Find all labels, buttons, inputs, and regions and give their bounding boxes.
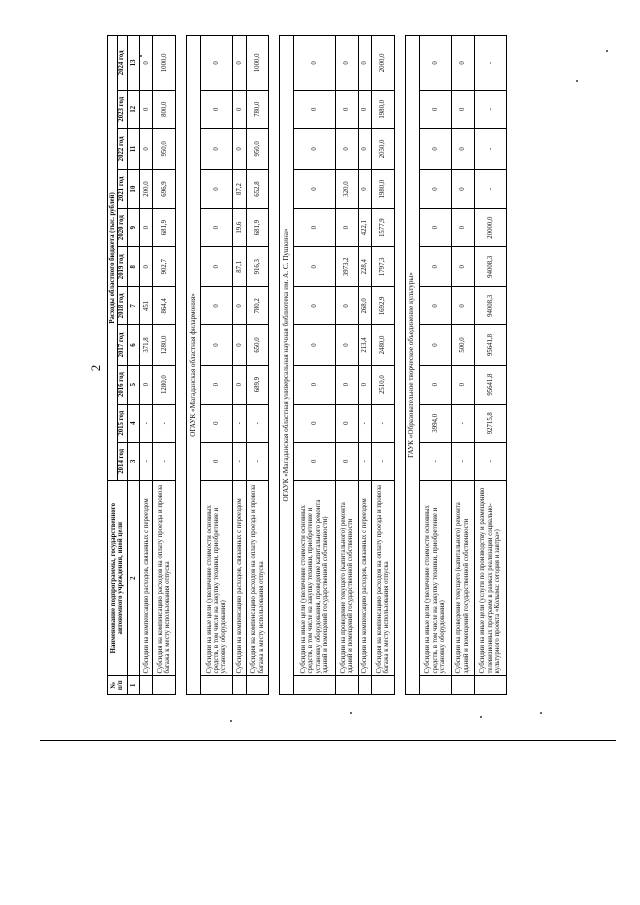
value-cell: 2030,0 — [372, 128, 395, 169]
value-cell: 0 — [233, 325, 246, 365]
value-cell: 902,7 — [153, 247, 176, 287]
value-cell: 0 — [419, 169, 451, 208]
row-number — [140, 676, 153, 695]
value-cell: 0 — [451, 90, 474, 128]
value-cell: - — [474, 442, 506, 480]
section-gap — [394, 36, 405, 695]
value-cell: 1000,0 — [246, 36, 269, 91]
value-cell: 0 — [201, 365, 233, 404]
value-cell: 780,0 — [246, 90, 269, 128]
row-name: Субсидии на иные цели (увеличение стоимости основных средств, в том числе на закупку техники, приобретение и установку оборудования) — [201, 480, 233, 676]
value-cell: 0 — [201, 36, 233, 91]
table-row — [233, 36, 246, 695]
header-group-title: Расходы областного бюджета (тыс. рублей) — [108, 36, 118, 481]
section-title: ГАУК «Образовательное творческое объединение культуры» — [405, 36, 419, 695]
section-title: ОГАУК «Магаданская областная универсальная научная библиотека им. А. С. Пушкина» — [280, 36, 294, 695]
value-cell: 0 — [358, 365, 371, 404]
row-number — [474, 676, 506, 695]
value-cell: 800,0 — [153, 90, 176, 128]
section-title: ОГАУК «Магаданская областная филармония» — [187, 36, 201, 695]
value-cell: 0 — [419, 287, 451, 325]
table-row — [358, 36, 371, 695]
index-cell: 13 — [128, 36, 140, 91]
table-row — [201, 36, 233, 695]
row-name: Субсидия на компенсацию расходов на оплату проезда и провоза багажа к месту использования отпуска — [372, 480, 395, 676]
value-cell: 1980,0 — [372, 90, 395, 128]
value-cell: 0 — [294, 36, 336, 91]
header-year-0: 2014 год — [118, 442, 128, 480]
value-cell: 950,0 — [153, 128, 176, 169]
gap-cell — [176, 36, 187, 695]
row-number — [233, 676, 246, 695]
value-cell: 0 — [140, 365, 153, 404]
value-cell: - — [474, 36, 506, 91]
value-cell: 87,2 — [233, 169, 246, 208]
table-body — [140, 36, 507, 695]
section-title-row — [405, 36, 419, 695]
value-cell: 0 — [201, 209, 233, 247]
row-name: Субсидия на компенсацию расходов на оплату проезда и провоза багажа к месту использования отпуска — [153, 480, 176, 676]
value-cell: 696,9 — [153, 169, 176, 208]
value-cell: 689,9 — [246, 365, 269, 404]
index-cell: 1 — [128, 676, 140, 695]
value-cell: 0 — [336, 442, 359, 480]
value-cell: 0 — [451, 365, 474, 404]
page-number: 2 — [88, 364, 103, 372]
value-cell: 0 — [451, 287, 474, 325]
value-cell: 0 — [140, 209, 153, 247]
value-cell: - — [474, 128, 506, 169]
gap-cell — [269, 36, 280, 695]
value-cell: 2000,0 — [372, 36, 395, 91]
index-cell: 3 — [128, 442, 140, 480]
value-cell: 95641,8 — [474, 365, 506, 404]
value-cell: 0 — [294, 287, 336, 325]
header-year-2: 2016 год — [118, 365, 128, 404]
section-gap — [269, 36, 280, 695]
value-cell: 0 — [358, 169, 371, 208]
header-year-6: 2020 год — [118, 209, 128, 247]
row-number — [336, 676, 359, 695]
value-cell: 0 — [233, 128, 246, 169]
header-num: № п/п — [108, 676, 128, 695]
value-cell: 0 — [419, 365, 451, 404]
value-cell: 451 — [140, 287, 153, 325]
row-name: Субсидии на компенсацию расходов, связанных с переездом — [233, 480, 246, 676]
header-year-4: 2018 год — [118, 287, 128, 325]
index-cell: 6 — [128, 325, 140, 365]
value-cell: 916,3 — [246, 247, 269, 287]
value-cell: 0 — [419, 128, 451, 169]
section-title-row — [187, 36, 201, 695]
value-cell: 681,9 — [153, 209, 176, 247]
row-number — [246, 676, 269, 695]
value-cell: 950,0 — [246, 128, 269, 169]
value-cell: - — [372, 442, 395, 480]
section-gap — [176, 36, 187, 695]
value-cell: - — [140, 404, 153, 442]
index-cell: 2 — [128, 480, 140, 676]
value-cell: - — [233, 404, 246, 442]
table-row — [451, 36, 474, 695]
index-cell: 11 — [128, 128, 140, 169]
value-cell: 0 — [451, 247, 474, 287]
index-cell: 7 — [128, 287, 140, 325]
value-cell: 0 — [294, 209, 336, 247]
value-cell: 0 — [233, 90, 246, 128]
value-cell: 780,2 — [246, 287, 269, 325]
value-cell: 0 — [294, 90, 336, 128]
row-name: Субсидии на иные цели (услуги по производству и размещению телевизионных программ в рамках реализации социально-культурного проекта «Колыма: сегодня и завтра») — [474, 480, 506, 676]
value-cell: 2510,0 — [372, 365, 395, 404]
value-cell: 1577,9 — [372, 209, 395, 247]
row-number — [372, 676, 395, 695]
row-name: Субсидии на иные цели (увеличение стоимости основных средств, в том числе на закупку техники, приобретение и установку оборудования, проведение капитального ремонта зданий и помещений государственной собственности) — [294, 480, 336, 676]
value-cell: - — [451, 404, 474, 442]
row-number — [153, 676, 176, 695]
value-cell: - — [358, 404, 371, 442]
value-cell: 2480,0 — [372, 325, 395, 365]
value-cell: 213,4 — [358, 325, 371, 365]
value-cell: 19,6 — [233, 209, 246, 247]
index-cell: 4 — [128, 404, 140, 442]
value-cell: 1980,0 — [372, 169, 395, 208]
value-cell: 0 — [201, 169, 233, 208]
row-number — [201, 676, 233, 695]
value-cell: 864,4 — [153, 287, 176, 325]
value-cell: 0 — [336, 404, 359, 442]
value-cell: 0 — [358, 128, 371, 169]
row-number — [358, 676, 371, 695]
value-cell: 0 — [201, 128, 233, 169]
value-cell: 0 — [451, 209, 474, 247]
table-row — [336, 36, 359, 695]
value-cell: - — [233, 442, 246, 480]
index-cell: 9 — [128, 209, 140, 247]
section-title-row — [280, 36, 294, 695]
value-cell: 200,0 — [140, 169, 153, 208]
value-cell: 0 — [201, 442, 233, 480]
value-cell: - — [451, 442, 474, 480]
row-number — [451, 676, 474, 695]
value-cell: 0 — [336, 90, 359, 128]
header-year-7: 2021 год — [118, 169, 128, 208]
value-cell: 20000,0 — [474, 209, 506, 247]
value-cell: 3994,0 — [419, 404, 451, 442]
index-cell: 8 — [128, 247, 140, 287]
budget-table — [107, 35, 507, 695]
value-cell: 0 — [140, 36, 153, 91]
row-name: Субсидии на проведение текущего (капитального) ремонта зданий и помещений государственной собственности — [336, 480, 359, 676]
value-cell: 0 — [451, 169, 474, 208]
row-name: Субсидии на компенсацию расходов, связанных с переездом — [358, 480, 371, 676]
value-cell: 0 — [233, 287, 246, 325]
bottom-rule — [40, 740, 616, 741]
value-cell: 1280,0 — [153, 325, 176, 365]
value-cell: 87,1 — [233, 247, 246, 287]
scan-speck — [540, 712, 542, 714]
value-cell: 0 — [451, 128, 474, 169]
value-cell: - — [372, 404, 395, 442]
rotated-document — [107, 35, 507, 695]
value-cell: - — [246, 404, 269, 442]
table-row — [372, 36, 395, 695]
value-cell: 0 — [336, 365, 359, 404]
value-cell: 0 — [419, 325, 451, 365]
value-cell: 0 — [294, 247, 336, 287]
value-cell: 1280,0 — [153, 365, 176, 404]
value-cell: 268,0 — [358, 287, 371, 325]
row-name: Субсидии на компенсацию расходов, связанных с переездом — [140, 480, 153, 676]
value-cell: 0 — [451, 36, 474, 91]
value-cell: 0 — [336, 209, 359, 247]
index-cell: 5 — [128, 365, 140, 404]
value-cell: 0 — [358, 36, 371, 91]
value-cell: - — [140, 442, 153, 480]
header-year-5: 2019 год — [118, 247, 128, 287]
value-cell: 0 — [294, 365, 336, 404]
value-cell: 0 — [201, 90, 233, 128]
value-cell: 0 — [294, 404, 336, 442]
value-cell: 0 — [419, 209, 451, 247]
header-year-9: 2023 год — [118, 90, 128, 128]
index-cell: 12 — [128, 90, 140, 128]
value-cell: - — [474, 90, 506, 128]
scan-speck — [140, 55, 142, 57]
scan-speck — [606, 50, 608, 52]
value-cell: 0 — [201, 247, 233, 287]
value-cell: 0 — [140, 128, 153, 169]
value-cell: 650,0 — [246, 325, 269, 365]
value-cell: 0 — [419, 36, 451, 91]
value-cell: - — [419, 442, 451, 480]
value-cell: 0 — [201, 325, 233, 365]
value-cell: 0 — [294, 325, 336, 365]
value-cell: 0 — [336, 36, 359, 91]
value-cell: 0 — [201, 404, 233, 442]
row-name: Субсидии на проведение текущего (капитального) ремонта зданий и помещений государственной собственности — [451, 480, 474, 676]
value-cell: 0 — [294, 128, 336, 169]
value-cell: 500,0 — [451, 325, 474, 365]
value-cell: 0 — [336, 325, 359, 365]
value-cell: 371,8 — [140, 325, 153, 365]
value-cell: 422,1 — [358, 209, 371, 247]
value-cell: 92715,8 — [474, 404, 506, 442]
value-cell: 0 — [294, 169, 336, 208]
value-cell: 0 — [233, 36, 246, 91]
row-name: Субсидия на компенсацию расходов на оплату проезда и провоза багажа к месту использования отпуска — [246, 480, 269, 676]
value-cell: 652,8 — [246, 169, 269, 208]
value-cell: 1692,9 — [372, 287, 395, 325]
value-cell: - — [358, 442, 371, 480]
value-cell: 1797,3 — [372, 247, 395, 287]
value-cell: 1000,0 — [153, 36, 176, 91]
gap-cell — [394, 36, 405, 695]
value-cell: 95641,8 — [474, 325, 506, 365]
value-cell: 0 — [294, 442, 336, 480]
value-cell: 228,4 — [358, 247, 371, 287]
table-row — [153, 36, 176, 695]
value-cell: 0 — [358, 90, 371, 128]
table-row — [419, 36, 451, 695]
table-row — [140, 36, 153, 695]
header-year-1: 2015 год — [118, 404, 128, 442]
value-cell: 94008,3 — [474, 287, 506, 325]
value-cell: 0 — [201, 287, 233, 325]
header-index-row — [128, 36, 140, 695]
header-year-8: 2022 год — [118, 128, 128, 169]
row-number — [419, 676, 451, 695]
value-cell: 0 — [336, 287, 359, 325]
scan-speck — [480, 716, 482, 718]
table-row — [246, 36, 269, 695]
value-cell: 3973,2 — [336, 247, 359, 287]
scan-speck — [230, 720, 232, 722]
row-number — [294, 676, 336, 695]
value-cell: 0 — [419, 247, 451, 287]
header-year-3: 2017 год — [118, 325, 128, 365]
header-name: Наименование подпрограммы, государственного автономного учреждения, иной цели — [108, 480, 128, 676]
scan-speck — [350, 712, 352, 714]
value-cell: 0 — [140, 90, 153, 128]
value-cell: - — [474, 169, 506, 208]
value-cell: 0 — [233, 365, 246, 404]
value-cell: 0 — [336, 128, 359, 169]
value-cell: 320,0 — [336, 169, 359, 208]
value-cell: 0 — [419, 90, 451, 128]
table-row — [294, 36, 336, 695]
header-year-10: 2024 год — [118, 36, 128, 91]
scan-speck — [576, 80, 578, 82]
value-cell: - — [153, 442, 176, 480]
table-row — [474, 36, 506, 695]
index-cell: 10 — [128, 169, 140, 208]
value-cell: 0 — [140, 247, 153, 287]
row-name: Субсидии на иные цели (увеличение стоимости основных средств, в том числе на закупку техники, приобретение и установку оборудования) — [419, 480, 451, 676]
value-cell: - — [153, 404, 176, 442]
value-cell: 681,9 — [246, 209, 269, 247]
value-cell: 94008,3 — [474, 247, 506, 287]
value-cell: - — [246, 442, 269, 480]
